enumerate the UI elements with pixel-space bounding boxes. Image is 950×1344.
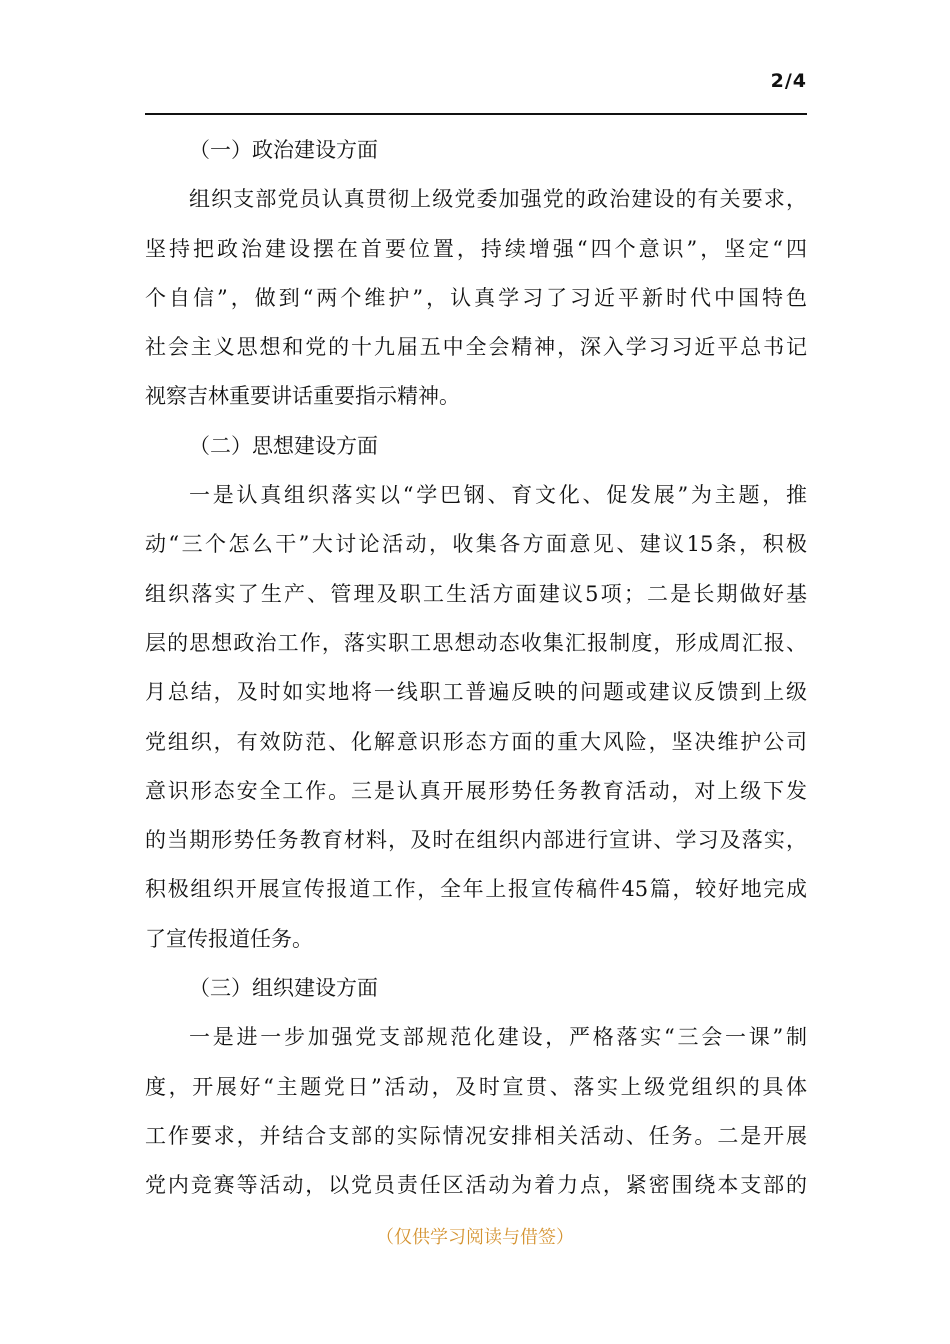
paragraph-line: 一是进一步加强党支部规范化建设，严格落实“三会一课”制 bbox=[189, 1025, 807, 1050]
paragraph-line: 党内竞赛等活动，以党员责任区活动为着力点，紧密围绕本支部的 bbox=[145, 1173, 807, 1198]
paragraph-line: 工作要求，并结合支部的实际情况安排相关活动、任务。二是开展 bbox=[145, 1123, 807, 1148]
paragraph-line: 组织落实了生产、管理及职工生活方面建议5项；二是长期做好基 bbox=[145, 581, 807, 606]
section-heading: （三）组织建设方面 bbox=[189, 976, 378, 1001]
paragraph-line: 坚持把政治建设摆在首要位置，持续增强“四个意识”，坚定“四 bbox=[145, 236, 807, 261]
paragraph-line: 组织支部党员认真贯彻上级党委加强党的政治建设的有关要求， bbox=[189, 187, 807, 212]
paragraph-line: 的当期形势任务教育材料，及时在组织内部进行宣讲、学习及落实， bbox=[145, 828, 807, 853]
footer-note: （仅供学习阅读与借签） bbox=[376, 1227, 574, 1248]
paragraph-line: 视察吉林重要讲话重要指示精神。 bbox=[145, 384, 460, 409]
paragraph-line: 社会主义思想和党的十九届五中全会精神，深入学习习近平总书记 bbox=[145, 335, 807, 360]
paragraph-line: 个自信”，做到“两个维护”，认真学习了习近平新时代中国特色 bbox=[145, 285, 807, 310]
paragraph-line: 了宣传报道任务。 bbox=[145, 926, 313, 951]
header-divider bbox=[145, 113, 807, 115]
paragraph-line: 度，开展好“主题党日”活动，及时宣贯、落实上级党组织的具体 bbox=[145, 1074, 807, 1099]
paragraph-line: 动“三个怎么干”大讨论活动，收集各方面意见、建议15条，积极 bbox=[145, 532, 807, 557]
paragraph-line: 党组织，有效防范、化解意识形态方面的重大风险，坚决维护公司 bbox=[145, 729, 807, 754]
paragraph-line: 一是认真组织落实以“学巴钢、育文化、促发展”为主题，推 bbox=[189, 483, 807, 508]
document-body bbox=[145, 126, 807, 1211]
paragraph-line: 积极组织开展宣传报道工作，全年上报宣传稿件45篇，较好地完成 bbox=[145, 877, 807, 902]
paragraph-line: 意识形态安全工作。三是认真开展形势任务教育活动，对上级下发 bbox=[145, 778, 807, 803]
page-number: 2/4 bbox=[770, 70, 807, 92]
section-heading: （一）政治建设方面 bbox=[189, 138, 378, 162]
paragraph-line: 层的思想政治工作，落实职工思想动态收集汇报制度，形成周汇报、 bbox=[145, 630, 807, 655]
section-heading: （二）思想建设方面 bbox=[189, 433, 378, 458]
paragraph-line: 月总结，及时如实地将一线职工普遍反映的问题或建议反馈到上级 bbox=[145, 680, 807, 705]
